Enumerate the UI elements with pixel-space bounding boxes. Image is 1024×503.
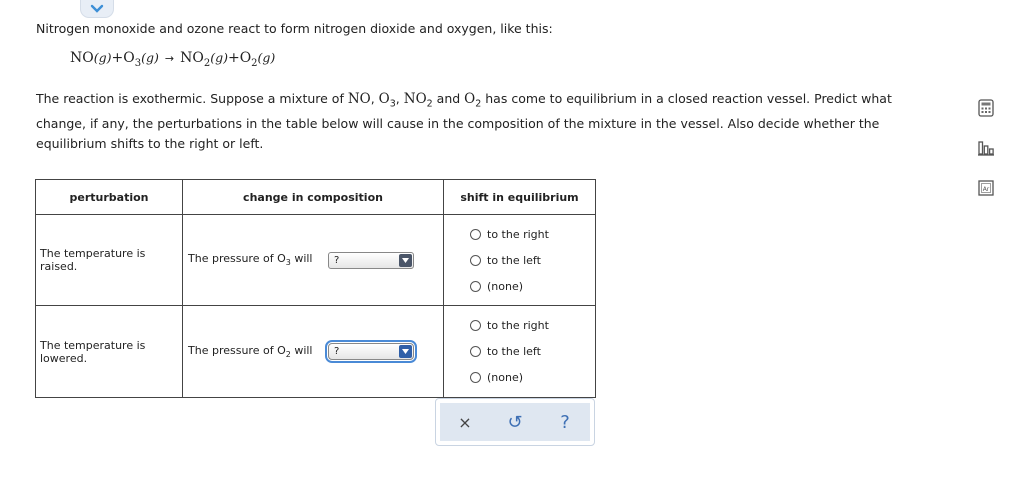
clear-button[interactable]: ×	[458, 412, 472, 432]
header-change-in-composition: change in composition	[183, 180, 444, 215]
help-button[interactable]: ?	[560, 411, 570, 433]
shift-cell	[444, 215, 596, 306]
change-select[interactable]: ?	[328, 252, 414, 269]
shift-cell	[444, 306, 596, 398]
radio-icon	[470, 320, 481, 331]
radio-none[interactable]: (none)	[470, 273, 595, 299]
radio-icon	[470, 255, 481, 266]
problem-text: The reaction is exothermic. Suppose a mixture of NO, $O_3$, $NO_2$ and $O_2$ has come to equilibrium in a closed reaction vessel. Predict what change, if any, the perturbations in the table below will cause in the composition of the mixture in the vessel. Also decide whether the equilibrium shifts to the right or left.	[36, 91, 892, 151]
calculator-icon[interactable]	[976, 98, 996, 118]
radio-icon	[470, 229, 481, 240]
change-label: The pressure of $O_3$ will	[188, 252, 313, 268]
bar-chart-icon[interactable]	[976, 138, 996, 158]
radio-none[interactable]: (none)	[470, 365, 595, 391]
reaction-equation: $NO(g)+O_3(g) \to NO_2(g)+O_2(g)$	[70, 50, 276, 69]
dropdown-arrow-icon	[399, 254, 412, 267]
change-label: The pressure of $O_2$ will	[188, 343, 313, 360]
change-cell	[183, 306, 444, 398]
periodic-table-icon[interactable]	[976, 178, 996, 198]
radio-icon	[470, 281, 481, 292]
header-perturbation: perturbation	[36, 180, 183, 215]
chevron-down-icon	[90, 4, 104, 14]
intro-text: Nitrogen monoxide and ozone react to form nitrogen dioxide and oxygen, like this:	[36, 21, 553, 36]
svg-text:Ar: Ar	[982, 186, 990, 193]
perturbation-table	[35, 179, 596, 398]
perturbation-cell: The temperature is raised.	[36, 215, 183, 306]
table-row	[36, 306, 596, 398]
header-shift-in-equilibrium: shift in equilibrium	[444, 180, 596, 215]
answer-toolbar	[435, 398, 595, 446]
radio-to-the-left[interactable]: to the left	[470, 247, 595, 273]
radio-icon	[470, 346, 481, 357]
radio-to-the-right[interactable]: to the right	[470, 313, 595, 339]
perturbation-cell: The temperature is lowered.	[36, 306, 183, 398]
dropdown-arrow-icon	[399, 345, 412, 358]
change-cell	[183, 215, 444, 306]
radio-to-the-right[interactable]: to the right	[470, 221, 595, 247]
collapse-toggle[interactable]	[80, 0, 114, 18]
change-select[interactable]: ?	[328, 343, 414, 360]
radio-to-the-left[interactable]: to the left	[470, 339, 595, 365]
undo-button[interactable]: ↺	[507, 411, 523, 433]
radio-icon	[470, 372, 481, 383]
side-tools	[976, 98, 996, 218]
table-row	[36, 215, 596, 306]
